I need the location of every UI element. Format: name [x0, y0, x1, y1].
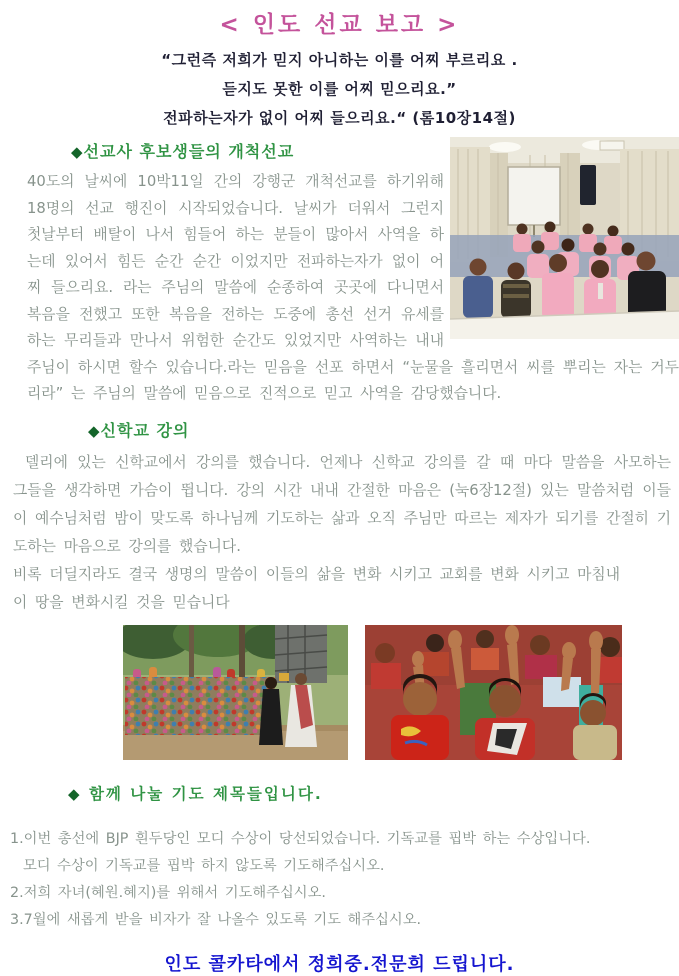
photo-row — [123, 625, 679, 760]
section2-tail-2: 이 땅을 변화시킬 것을 믿습니다 — [13, 593, 230, 611]
section-pioneer-mission — [27, 139, 679, 408]
scripture-line-1: “그런즉 저희가 믿지 아니하는 이를 어찌 부르리요 . — [161, 51, 518, 69]
projection-screen — [508, 167, 560, 225]
section-seminary-lecture — [13, 418, 671, 617]
prayer-item-3: 3.7월에 새롭게 받을 비자가 잘 나올수 있도록 기도 해주십시오. — [10, 911, 422, 928]
diamond-bullet-icon: ◆ — [71, 143, 84, 161]
prayer-item-2: 2.저희 자녀(혜원.혜지)를 위해서 기도해주십시오. — [10, 884, 326, 901]
classroom-group-photo — [450, 137, 679, 339]
scripture-quote — [0, 46, 679, 133]
section2-tail-1: 비록 더딜지라도 결국 생명의 말씀이 이들의 삶을 변화 시키고 교회를 변화 시키고 마침내 — [13, 565, 621, 583]
children-praying-photo — [365, 625, 622, 760]
section2-body: 델리에 있는 신학교에서 강의를 했습니다. 언제나 신학교 강의를 갈 때 마다 말씀을 사모하는 그들을 생각하면 가슴이 뜁니다. 강의 시간 내내 간절한 마음은 (눅6장12절) 있는 말씀처럼 이들이 예수님처럼 밤이 맞도록 하나님께 기도하는 삶과 오직 주님만 따르는 제자가 되기를 간절히 기도하는 마음으로 강의를 했습니다. — [13, 453, 671, 555]
prayer-heading-text: 함께 나눌 기도 제목들입니다. — [88, 784, 323, 803]
wall-speaker — [580, 165, 596, 205]
section2-heading-text: 신학교 강의 — [100, 420, 190, 440]
scripture-line-2: 듣지도 못한 이를 어찌 믿으리요.” — [222, 80, 457, 98]
scripture-line-3: 전파하는자가 없이 어찌 들으리요.“ (롬10장14절) — [163, 109, 516, 127]
closing-signature: 인도 콜카타에서 정희중.전문희 드립니다. — [164, 953, 515, 975]
diamond-bullet-icon: ◆ — [88, 421, 101, 440]
section2-heading — [88, 418, 671, 441]
diamond-bullet-icon: ◆ — [68, 784, 82, 803]
page-title: < 인도 선교 보고 > — [219, 12, 460, 38]
section1-heading-text: 선교사 후보생들의 개척선교 — [83, 142, 295, 161]
prayer-item-1: 1.이번 총선에 BJP 흰두당인 모디 수상이 당선되었습니다. 기독교를 핍박 하는 수상입니다. — [10, 830, 591, 847]
prayer-item-1-continued: 모디 수상이 기독교를 핍박 하지 않도록 기도해주십시오. — [23, 857, 385, 874]
prayer-request-list — [10, 826, 679, 934]
outdoor-gathering-photo — [123, 625, 348, 760]
prayer-section-heading — [68, 782, 679, 804]
section1-body: 40도의 날씨에 10박11일 간의 강행군 개척선교를 하기위해 18명의 선교 행진이 시작되었습니다. 날씨가 더워서 그런지 첫날부터 배탈이 나서 힘들어 하는 분들이 많아서 사역을 하는데 있어서 힘든 순간 순간 이었지만 전파하는자가 없이 어찌 들으리요. 라는 주님의 말씀에 순종하여 곳곳에 다니면서 복음을 전했고 또한 복음을 전하는 도중에 총선 선거 유세를 하는 무리들과 만나서 위험한 순간도 있었지만 사역하는 내내 주님이 하시면 할수 있습니다.라는 믿음을 선포 하면서 “눈물을 흘리면서 씨를 뿌리는 자는 거두리라” 는 주님의 말씀에 믿음으로 진적으로 믿고 사역을 감당했습니다. — [27, 173, 679, 402]
seated-crowd — [125, 677, 275, 735]
